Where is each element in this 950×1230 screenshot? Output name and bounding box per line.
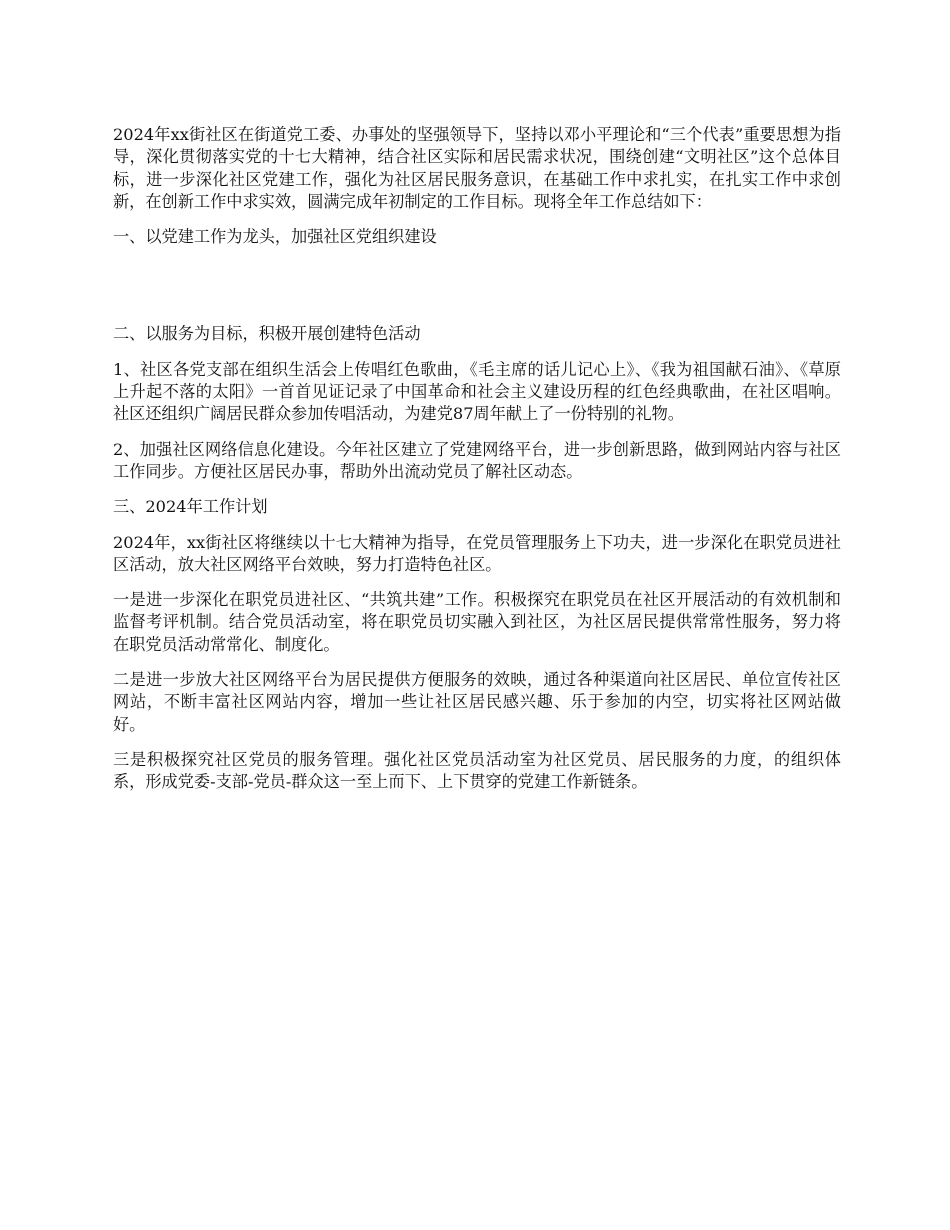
blank-space: [113, 261, 841, 323]
section-3-heading: 三、2024年工作计划: [113, 497, 268, 517]
plan-item-3: 三是积极探究社区党员的服务管理。强化社区党员活动室为社区党员、居民服务的力度，的组织体系，形成党委-支部-党员-群众这一至上而下、上下贯穿的党建工作新链条。: [113, 749, 841, 792]
section-3-intro: 2024年，xx街社区将继续以十七大精神为指导，在党员管理服务上下功夫，进一步深化在职党员进社区活动，放大社区网络平台效映，努力打造特色社区。: [113, 532, 841, 574]
plan-item-2: 二是进一步放大社区网络平台为居民提供方便服务的效映，通过各种渠道向社区居民、单位宣传社区网站，不断丰富社区网站内容，增加一些让社区居民感兴趣、乐于参加的内空，切实将社区网站做好。: [113, 670, 841, 734]
intro-paragraph: 2024年xx街社区在街道党工委、办事处的坚强领导下，坚持以邓小平理论和“三个代表”重要思想为指导，深化贯彻落实党的十七大精神，结合社区实际和居民需求状况，围绕创建“文明社区”这个总体目标，进一步深化社区党建工作，强化为社区居民服务意识，在基础工作中求扎实，在扎实工作中求创新，在创新工作中求实效，圆满完成年初制定的工作目标。现将全年工作总结如下：: [113, 125, 841, 211]
plan-item-1: 一是进一步深化在职党员进社区、“共筑共建”工作。积极探究在职党员在社区开展活动的有效机制和监督考评机制。结合党员活动室，将在职党员切实融入到社区，为社区居民提供常常性服务，努力将在职党员活动常常化、制度化。: [113, 590, 841, 654]
section-2-item-2: 2、加强社区网络信息化建设。今年社区建立了党建网络平台，进一步创新思路，做到网站内容与社区工作同步。方便社区居民办事，帮助外出流动党员了解社区动态。: [113, 439, 841, 481]
document-page: [113, 124, 841, 807]
section-1-heading: 一、以党建工作为龙头，加强社区党组织建设: [113, 227, 437, 247]
section-2-heading: 二、以服务为目标，积极开展创建特色活动: [113, 324, 421, 344]
section-2-item-1: 1、社区各党支部在组织生活会上传唱红色歌曲，《毛主席的话儿记心上》、《我为祖国献石油》、《草原上升起不落的太阳》一首首见证记录了中国革命和社会主义建设历程的红色经典歌曲，在社区唱响。社区还组织广阔居民群众参加传唱活动，为建党87周年献上了一份特别的礼物。: [113, 359, 841, 424]
